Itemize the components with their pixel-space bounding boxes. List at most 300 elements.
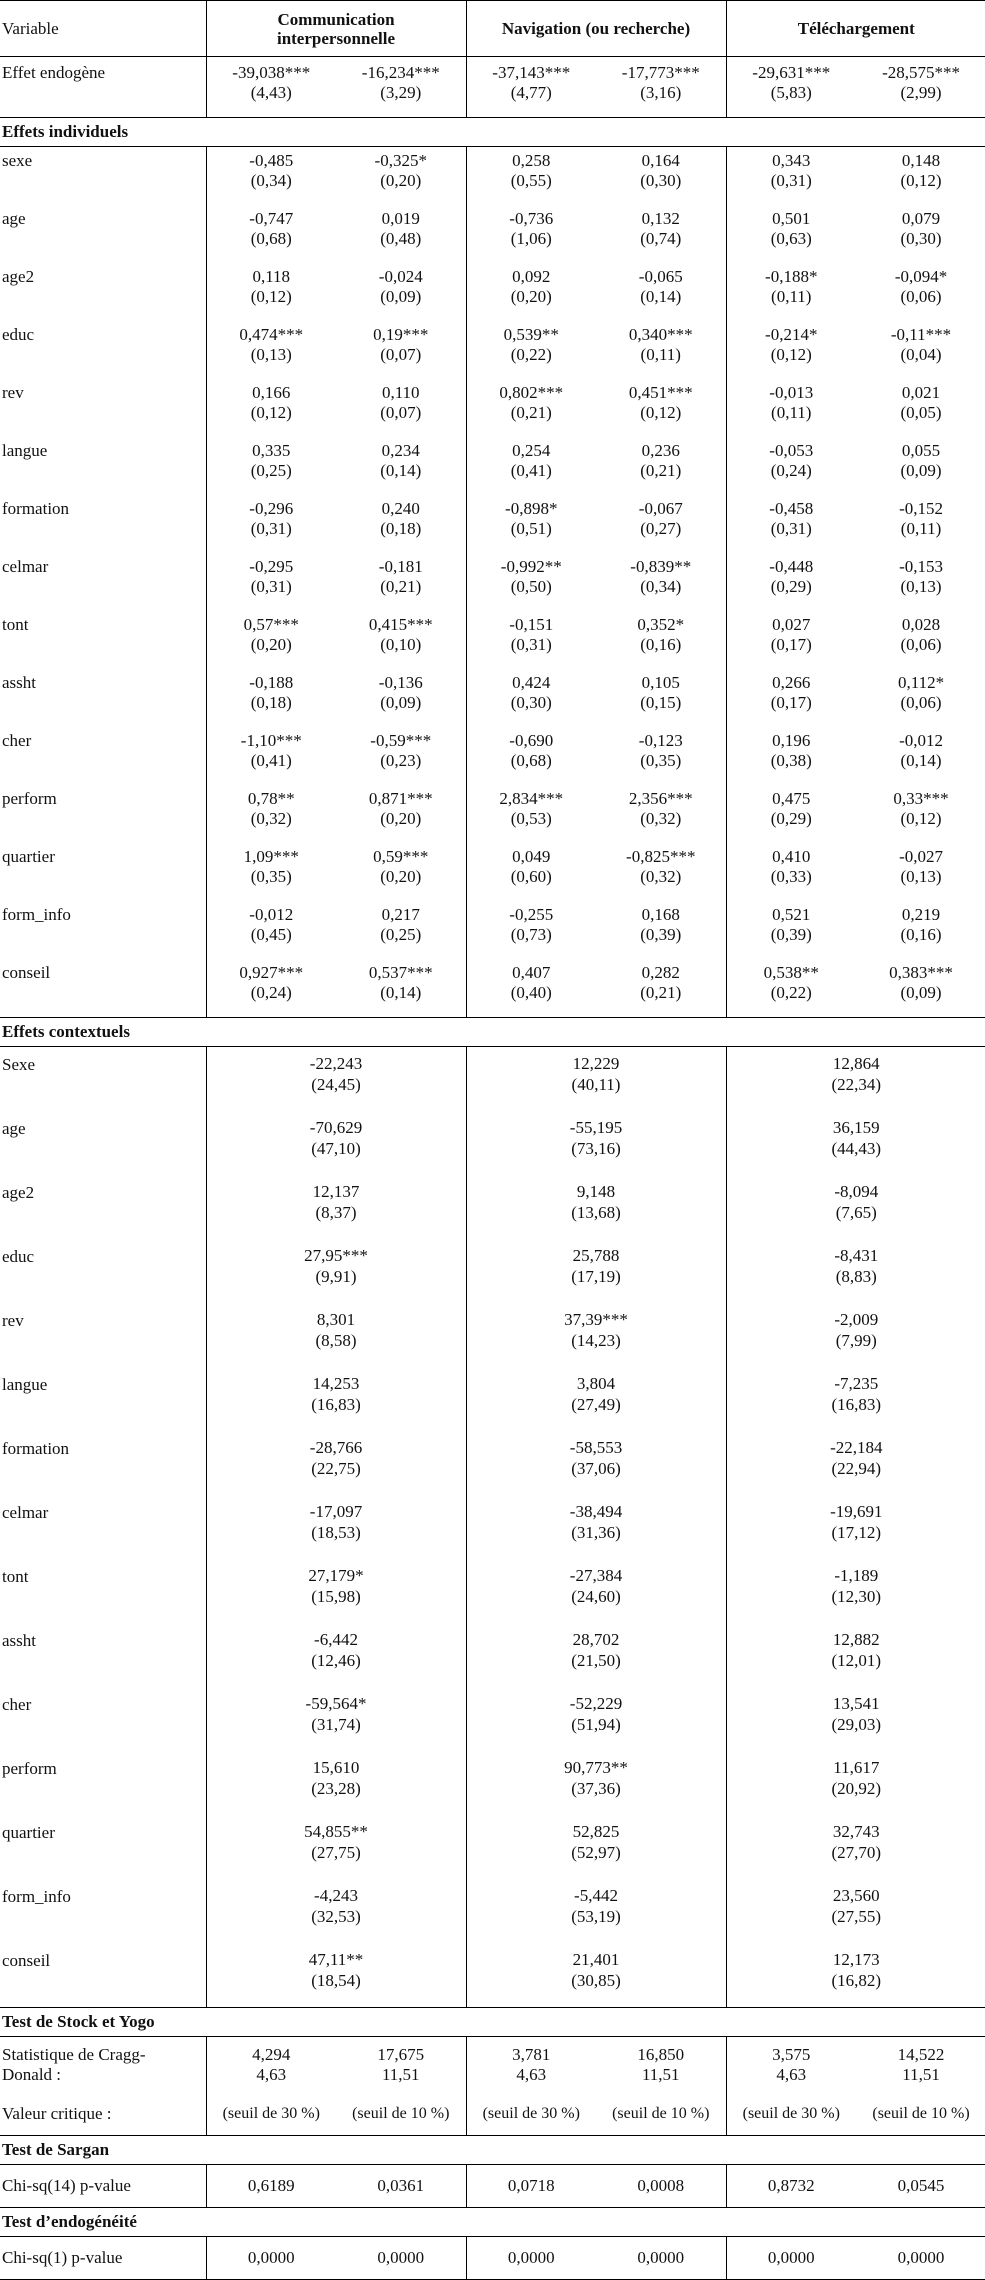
stat-cell — [206, 2037, 336, 2094]
coef-cell — [466, 843, 596, 901]
row-label: rev — [2, 383, 24, 402]
stat-cell — [596, 2037, 726, 2094]
std-error: (0,29) — [770, 809, 812, 828]
table-row — [0, 1751, 985, 1815]
coef-cell — [466, 1943, 726, 2008]
coef-value: -8,094 — [834, 1182, 879, 1201]
std-error: (0,55) — [510, 171, 552, 190]
std-error: (24,60) — [571, 1587, 621, 1606]
std-error: (0,41) — [250, 751, 292, 770]
std-error: (0,11) — [900, 519, 942, 538]
std-error: (0,05) — [900, 403, 942, 422]
coef-cell — [856, 495, 985, 553]
coef-cell — [206, 1303, 466, 1367]
coef-cell — [726, 1111, 985, 1175]
coef-value: 3,804 — [576, 1374, 616, 1393]
coef-value: 0,168 — [641, 905, 680, 924]
std-error: (5,83) — [770, 83, 812, 102]
coef-value: 0,383*** — [889, 963, 953, 982]
std-error: (0,24) — [250, 983, 292, 1002]
section-title: Test de Sargan — [0, 2136, 985, 2165]
coef-cell — [856, 147, 985, 206]
coef-cell — [466, 147, 596, 206]
coef-value: 0,871*** — [368, 789, 433, 808]
coef-cell — [726, 1175, 985, 1239]
std-error: (0,14) — [640, 287, 682, 306]
std-error: (27,75) — [311, 1843, 361, 1862]
coef-value: 0,019 — [381, 209, 420, 228]
coef-value: 0,092 — [512, 267, 551, 286]
coef-cell — [596, 263, 726, 321]
coef-value: -8,431 — [834, 1246, 879, 1265]
coef-cell — [206, 1431, 466, 1495]
row-label: age2 — [2, 267, 35, 286]
coef-cell — [336, 57, 466, 118]
std-error: (0,40) — [510, 983, 552, 1002]
coef-value: 3,781 — [512, 2045, 551, 2064]
coef-value: -0,123 — [638, 731, 683, 750]
coef-value: 52,825 — [572, 1822, 620, 1841]
coef-cell — [466, 495, 596, 553]
std-error: (12,01) — [831, 1651, 882, 1670]
std-error: (0,24) — [770, 461, 812, 480]
std-error: (0,25) — [250, 461, 292, 480]
coef-cell — [466, 1367, 726, 1431]
coef-value: 0,415*** — [368, 615, 433, 634]
coef-cell — [466, 1559, 726, 1623]
coef-value: -39,038*** — [232, 63, 311, 82]
std-error: (0,48) — [380, 229, 422, 248]
table-body — [0, 1, 985, 2280]
threshold-cell: (seuil de 10 %) — [352, 2105, 450, 2122]
coef-cell — [336, 553, 466, 611]
std-error: (8,58) — [315, 1331, 357, 1350]
row-label: perform — [2, 1759, 57, 1778]
table-row — [0, 147, 985, 206]
stat-cell — [856, 2037, 985, 2094]
std-error: (0,32) — [640, 809, 682, 828]
coef-value: -2,009 — [834, 1310, 879, 1329]
std-error: (0,35) — [640, 751, 682, 770]
coef-value: -0,825*** — [626, 847, 696, 866]
std-error: (0,29) — [770, 577, 812, 596]
coef-cell — [726, 1751, 985, 1815]
coef-cell — [726, 321, 856, 379]
std-error: (0,11) — [640, 345, 681, 364]
std-error: (53,19) — [571, 1907, 621, 1926]
coef-value: 16,850 — [637, 2045, 685, 2064]
coef-value: 36,159 — [832, 1118, 880, 1137]
coef-value: -0,188* — [765, 267, 818, 286]
std-error: (0,33) — [770, 867, 812, 886]
coef-value: -0,136 — [378, 673, 423, 692]
coef-value: -0,11*** — [890, 325, 952, 344]
coef-cell — [336, 669, 466, 727]
table-row — [0, 1047, 985, 1112]
coef-value: -4,243 — [314, 1886, 358, 1905]
coef-value: -0,747 — [249, 209, 294, 228]
coef-cell — [206, 1367, 466, 1431]
header-row — [0, 1, 985, 57]
row-label: educ — [2, 1247, 35, 1266]
std-error: (0,10) — [380, 635, 422, 654]
table-row — [0, 959, 985, 1018]
threshold-cell: (seuil de 10 %) — [612, 2105, 710, 2122]
coef-cell — [206, 437, 336, 495]
coef-value: -29,631*** — [752, 63, 831, 82]
coef-value: 0,021 — [901, 383, 941, 402]
coef-value: -0,458 — [769, 499, 814, 518]
coef-cell — [206, 1239, 466, 1303]
coef-cell — [206, 1047, 466, 1112]
coef-cell — [466, 959, 596, 1018]
endogenous-row — [0, 57, 985, 118]
coef-value: -0,448 — [769, 557, 814, 576]
coef-cell — [596, 669, 726, 727]
std-error: (0,32) — [250, 809, 292, 828]
std-error: (0,63) — [770, 229, 812, 248]
coef-cell — [726, 727, 856, 785]
coef-value: 23,560 — [832, 1886, 880, 1905]
coef-cell — [856, 379, 985, 437]
coef-value: -22,243 — [309, 1054, 363, 1073]
coef-cell — [856, 57, 985, 118]
coef-cell — [466, 553, 596, 611]
row-label: sexe — [0, 147, 206, 206]
coef-cell — [726, 553, 856, 611]
coef-value: 0,132 — [641, 209, 680, 228]
coef-value: -6,442 — [314, 1630, 358, 1649]
coef-cell — [336, 785, 466, 843]
section-title: Effets contextuels — [0, 1018, 985, 1047]
coef-cell — [596, 147, 726, 206]
std-error: (27,55) — [831, 1907, 882, 1926]
coef-value: -27,384 — [569, 1566, 623, 1585]
std-error: (31,74) — [311, 1715, 361, 1734]
coef-cell — [336, 437, 466, 495]
std-error: (44,43) — [831, 1139, 882, 1158]
coef-cell — [466, 379, 596, 437]
coef-cell — [856, 611, 985, 669]
coef-cell — [466, 727, 596, 785]
std-error: 11,51 — [902, 2065, 940, 2084]
std-error: (0,30) — [510, 693, 552, 712]
coef-cell — [726, 495, 856, 553]
coef-cell — [206, 785, 336, 843]
coef-cell — [596, 727, 726, 785]
coef-cell — [206, 495, 336, 553]
threshold-cell: (seuil de 30 %) — [466, 2093, 596, 2136]
std-error: (0,18) — [250, 693, 292, 712]
coef-cell — [206, 901, 336, 959]
coef-value: 0,166 — [252, 383, 291, 402]
std-error: (0,06) — [900, 287, 942, 306]
coef-cell — [596, 437, 726, 495]
std-error: 11,51 — [641, 2065, 680, 2084]
coef-cell — [726, 1815, 985, 1879]
std-error: (0,60) — [510, 867, 552, 886]
std-error: (8,83) — [835, 1267, 877, 1286]
coef-cell — [466, 669, 596, 727]
table-row — [0, 321, 985, 379]
coef-value: 0,110 — [381, 383, 420, 402]
coef-value: -59,564* — [305, 1694, 367, 1713]
table-row — [0, 901, 985, 959]
coef-cell — [466, 1175, 726, 1239]
std-error: (0,32) — [640, 867, 682, 886]
coef-value: 0,266 — [772, 673, 811, 692]
coef-value: -17,773*** — [621, 63, 700, 82]
std-error: (0,21) — [380, 577, 422, 596]
coef-cell — [596, 611, 726, 669]
std-error: (0,07) — [380, 345, 422, 364]
std-error: (0,39) — [770, 925, 812, 944]
std-error: (0,12) — [250, 403, 292, 422]
coef-cell — [726, 1303, 985, 1367]
coef-cell — [466, 1111, 726, 1175]
std-error: (0,12) — [640, 403, 682, 422]
coef-value: 0,027 — [772, 615, 811, 634]
std-error: (4,77) — [510, 83, 552, 102]
table-row — [0, 1111, 985, 1175]
coef-value: 0,501 — [772, 209, 811, 228]
coef-cell — [726, 57, 856, 118]
std-error: 4,63 — [776, 2065, 807, 2084]
coef-value: 0,410 — [772, 847, 811, 866]
coef-cell — [336, 611, 466, 669]
coef-value: 17,675 — [377, 2045, 425, 2064]
row-label: tont — [2, 1567, 29, 1586]
std-error: (52,97) — [571, 1843, 621, 1862]
coef-cell — [726, 1879, 985, 1943]
coef-value: -0,839** — [630, 557, 692, 576]
section-individual — [0, 118, 985, 147]
std-error: (0,68) — [510, 751, 552, 770]
coef-value: -0,012 — [249, 905, 294, 924]
coef-value: -0,181 — [378, 557, 423, 576]
coef-cell — [206, 1175, 466, 1239]
coef-cell — [596, 785, 726, 843]
pvalue-cell: 0,8732 — [726, 2165, 856, 2208]
coef-cell — [466, 1623, 726, 1687]
row-label: Valeur critique : — [2, 2104, 112, 2123]
coef-cell — [206, 611, 336, 669]
coef-value: -0,024 — [378, 267, 423, 286]
section-sargan — [0, 2136, 985, 2165]
row-label: age2 — [2, 1183, 35, 1202]
std-error: (0,21) — [640, 983, 682, 1002]
std-error: (0,39) — [640, 925, 682, 944]
coef-value: 27,95*** — [304, 1246, 368, 1265]
std-error: (0,27) — [640, 519, 682, 538]
coef-cell — [596, 959, 726, 1018]
std-error: (0,35) — [250, 867, 292, 886]
table-row — [0, 1943, 985, 2008]
coef-cell — [336, 843, 466, 901]
pvalue-cell: 0,0000 — [336, 2237, 466, 2280]
coef-value: 0,217 — [381, 905, 420, 924]
std-error: (0,12) — [250, 287, 292, 306]
coef-value: 0,240 — [381, 499, 420, 518]
std-error: (0,15) — [640, 693, 682, 712]
row-label: conseil — [2, 963, 51, 982]
coef-value: 14,253 — [312, 1374, 360, 1393]
row-label: langue — [2, 1375, 48, 1394]
std-error: (0,13) — [250, 345, 292, 364]
std-error: (0,21) — [510, 403, 552, 422]
std-error: (0,09) — [900, 983, 942, 1002]
coef-cell — [726, 205, 856, 263]
coef-value: -0,59*** — [370, 731, 432, 750]
coef-value: -0,992** — [500, 557, 562, 576]
table-row — [0, 1687, 985, 1751]
coef-cell — [206, 1559, 466, 1623]
std-error: (0,13) — [900, 867, 942, 886]
row-label: conseil — [2, 1951, 51, 1970]
coef-value: -70,629 — [309, 1118, 363, 1137]
coef-cell — [206, 553, 336, 611]
table-row — [0, 1175, 985, 1239]
coef-cell — [206, 843, 336, 901]
std-error: (0,14) — [380, 461, 422, 480]
coef-cell — [856, 727, 985, 785]
coef-value: 0,335 — [252, 441, 291, 460]
coef-cell — [726, 1943, 985, 2008]
coef-value: 12,229 — [572, 1054, 620, 1073]
coef-value: -16,234*** — [361, 63, 440, 82]
coef-value: -58,553 — [569, 1438, 623, 1457]
table-row — [0, 1431, 985, 1495]
coef-value: 12,882 — [832, 1630, 880, 1649]
coef-cell — [336, 495, 466, 553]
coef-value: 12,173 — [832, 1950, 880, 1969]
coef-cell — [206, 959, 336, 1018]
pvalue-cell: 0,0000 — [466, 2237, 596, 2280]
variable-header: Variable — [0, 1, 206, 57]
std-error: (27,49) — [571, 1395, 621, 1414]
std-error: (0,31) — [770, 171, 812, 190]
std-error: (37,06) — [571, 1459, 621, 1478]
coef-cell — [726, 1559, 985, 1623]
coef-cell — [206, 1751, 466, 1815]
row-label-line1: Statistique de Cragg- — [2, 2045, 146, 2064]
std-error: (13,68) — [571, 1203, 621, 1222]
coef-value: 0,19*** — [373, 325, 429, 344]
std-error: (8,37) — [315, 1203, 357, 1222]
coef-cell — [336, 379, 466, 437]
row-label: Sexe — [0, 1047, 206, 1112]
std-error: (0,31) — [250, 577, 292, 596]
coef-value: -0,296 — [249, 499, 294, 518]
group-header-communication: Communication interpersonnelle — [206, 1, 466, 57]
coef-value: -22,184 — [830, 1438, 883, 1457]
coef-value: 90,773** — [564, 1758, 628, 1777]
std-error: (0,18) — [380, 519, 422, 538]
std-error: (18,54) — [311, 1971, 361, 1990]
row-label: celmar — [2, 1503, 49, 1522]
coef-value: 0,802*** — [499, 383, 564, 402]
std-error: (0,23) — [380, 751, 422, 770]
endogeneity-row — [0, 2237, 985, 2280]
std-error: (3,16) — [640, 83, 682, 102]
row-label: form_info — [2, 1887, 71, 1906]
coef-cell — [336, 205, 466, 263]
std-error: (1,06) — [510, 229, 552, 248]
std-error: (0,20) — [380, 867, 422, 886]
coef-value: -0,690 — [509, 731, 554, 750]
std-error: (0,13) — [900, 577, 942, 596]
std-error: (0,12) — [770, 345, 812, 364]
coef-value: 0,407 — [512, 963, 551, 982]
coef-cell — [726, 785, 856, 843]
coef-cell — [596, 553, 726, 611]
row-label: celmar — [2, 557, 49, 576]
table-row — [0, 1559, 985, 1623]
coef-value: -0,027 — [899, 847, 943, 866]
coef-value: 0,537*** — [368, 963, 433, 982]
std-error: (22,94) — [831, 1459, 882, 1478]
std-error: (51,94) — [571, 1715, 621, 1734]
coef-value: 0,340*** — [628, 325, 693, 344]
coef-value: 14,522 — [897, 2045, 945, 2064]
coef-cell — [596, 321, 726, 379]
coef-cell — [336, 901, 466, 959]
std-error: (0,04) — [900, 345, 942, 364]
std-error: (0,30) — [640, 171, 682, 190]
std-error: (0,14) — [380, 983, 422, 1002]
coef-cell — [726, 843, 856, 901]
table-row — [0, 1623, 985, 1687]
coef-cell — [726, 611, 856, 669]
std-error: (7,65) — [835, 1203, 877, 1222]
std-error: (9,91) — [315, 1267, 357, 1286]
table-row — [0, 553, 985, 611]
row-label: langue — [2, 441, 48, 460]
table-row — [0, 1239, 985, 1303]
coef-value: 2,356*** — [628, 789, 693, 808]
coef-cell — [336, 263, 466, 321]
coef-value: -52,229 — [569, 1694, 623, 1713]
std-error: (0,17) — [770, 635, 812, 654]
coef-cell — [726, 147, 856, 206]
coef-cell — [596, 205, 726, 263]
coef-value: 0,78** — [247, 789, 295, 808]
std-error: (0,11) — [771, 403, 812, 422]
std-error: (0,14) — [900, 751, 942, 770]
coef-cell — [726, 1495, 985, 1559]
coef-value: 15,610 — [312, 1758, 360, 1777]
std-error: (0,45) — [250, 925, 292, 944]
std-error: (0,41) — [510, 461, 552, 480]
row-label: age — [2, 209, 26, 228]
std-error: (37,36) — [571, 1779, 621, 1798]
std-error: (0,06) — [900, 635, 942, 654]
std-error: (0,31) — [510, 635, 552, 654]
coef-cell — [726, 1367, 985, 1431]
coef-cell — [856, 205, 985, 263]
coef-cell — [206, 263, 336, 321]
std-error: (0,50) — [510, 577, 552, 596]
std-error: (22,75) — [311, 1459, 361, 1478]
coef-cell — [466, 57, 596, 118]
cragg-donald-row — [0, 2037, 985, 2094]
pvalue-cell: 0,0718 — [466, 2165, 596, 2208]
std-error: (3,29) — [380, 83, 422, 102]
std-error: (12,30) — [831, 1587, 882, 1606]
coef-value: 12,864 — [832, 1054, 880, 1073]
std-error: (0,25) — [380, 925, 422, 944]
coef-value: 0,538** — [763, 963, 819, 982]
